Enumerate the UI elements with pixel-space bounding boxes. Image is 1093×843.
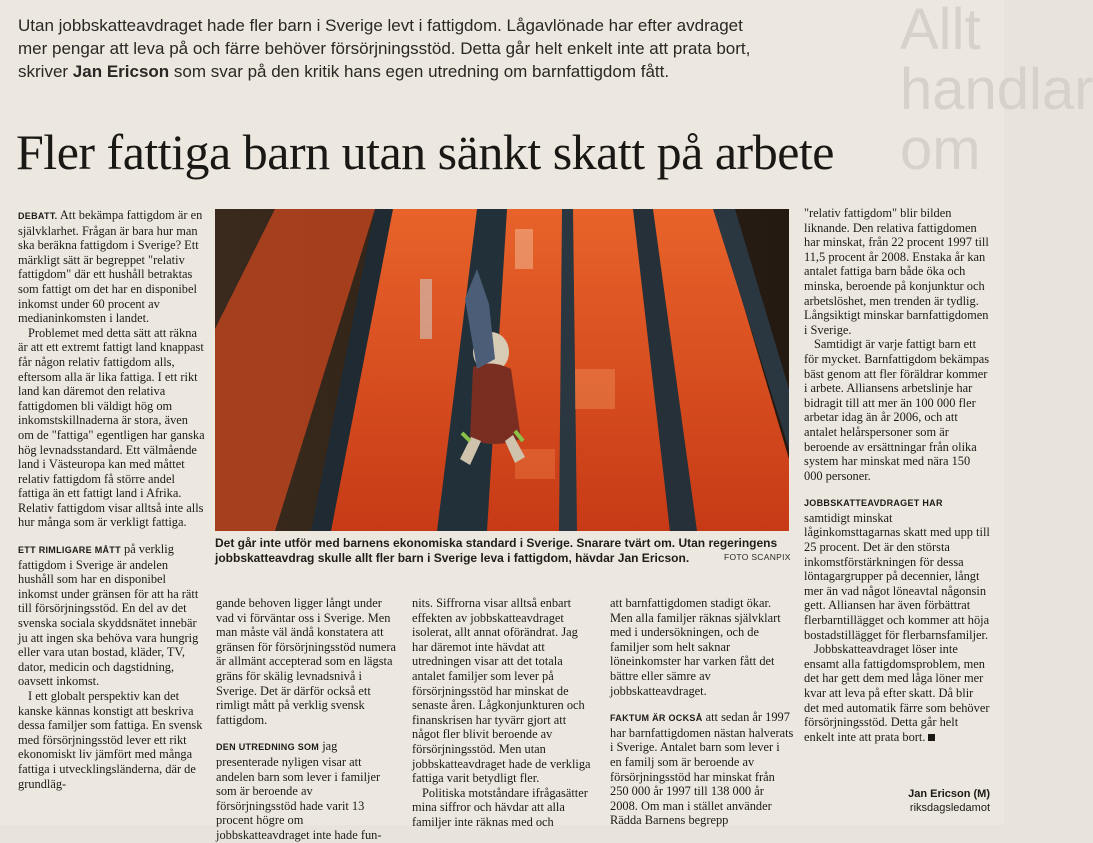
kicker: ETT RIMLIGARE MÅTT [18,545,121,556]
author-name: Jan Ericson [72,62,170,81]
intro-line-3: skriver Jan Ericson som svar på den kritik hans egen utredning om barnfattigdom fått. [18,62,670,81]
signature [860,787,990,815]
intro-line-1: Utan jobbskatteavdraget hade fler barn i Sverige levt i fattigdom. Lågavlönade har efter avdraget [18,16,743,35]
column-5 [804,206,990,744]
paragraph: Politiska motståndare ifrågasätter mina siffror och hävdar att alla familjer inte räknas med och [412,785,588,829]
column-3 [412,596,594,830]
end-mark-icon [928,734,935,741]
paragraph: DEBATT. Att bekämpa fattigdom är en självklarhet. Frågan är bara hur man ska beräkna fattigdom i Sverige? Ett märkligt sätt är begreppet "relativ fattigdom" där ett hushåll betraktas som fattigt om det har en disponibel inkomst under 60 procent av medianinkomsten i landet. [18,208,203,326]
paragraph: nits. Siffrorna visar alltså enbart effekten av jobbskatteavdraget isolerat, allt annat oförändrat. Jag har däremot inte hävdat att utredningen visar att det totala antalet familjer som lever på försörjningsstöd har minskat de senaste åren. Lågkonjunkturen och finanskrisen har tyvärr gjort att något fler blivit beroende av försörjningsstöd. Men utan jobbskatteavdraget hade de verkliga fattiga varit betydligt fler. [412,596,591,786]
paragraph: DEN UTREDNING SOM jag presenterade nyligen visar att andelen barn som lever i familjer som är beroende av försörjningsstöd hade varit 13 procent högre om jobbskatteavdraget inte hade fun- [216,739,382,842]
column-4 [610,596,794,828]
article-photo [215,209,789,531]
column-2 [216,596,396,843]
kicker: JOBBSKATTEAVDRAGET HAR [804,498,943,509]
paragraph: ETT RIMLIGARE MÅTT på verklig fattigdom i Sverige är andelen hushåll som har en disponibel inkomst under gränsen för att ha rätt till försörjningsstöd. En del av det svenska sociala skyddsnätet innebär ju att ingen ska behöva vara hungrig eller vara utan bostad, kläder, TV, dator, medicin och dagstidning, oavsett inkomst. [18,542,199,689]
paragraph: Samtidigt är varje fattigt barn ett för mycket. Barnfattigdom bekämpas bäst genom att fler föräldrar kommer i arbete. Alliansens arbetslinje har bidragit till att mer än 100 000 fler arbetar idag än år 2006, och att antalet helårspersoner som är beroende av ersättningar från olika system har minskat med nära 150 000 personer. [804,337,990,483]
paragraph: Jobbskatteavdraget löser inte ensamt alla fattigdomsproblem, men det har gett dem med låga löner mer kvar att leva på efter skatt. Då blir det med automatik färre som behöver försörjningsstöd. Detta går helt enkelt inte att prata bort. [804,642,990,744]
paragraph: "relativ fattigdom" blir bilden liknande. Den relativa fattigdomen har minskat, från 22 procent 1997 till 11,5 procent år 2008. Enstaka år kan antalet fattiga barn både öka och minska, beroende på konjunktur och arbetslöshet, men trenden är tydlig. Långsiktigt minskar barnfattigdomen i Sverige. [804,206,989,337]
photo-credit: FOTO SCANPIX [724,552,791,562]
paragraph: FAKTUM ÄR OCKSÅ att sedan år 1997 har barnfattigdomen nästan halverats i Sverige. Antalet barn som lever i en familj som är beroende av försörjningsstöd har minskat från 250 000 år 1997 till 138 000 år 2008. Om man i stället använder Rädda Barnens begrepp [610,710,794,828]
column-1 [18,208,206,791]
kicker: FAKTUM ÄR OCKSÅ [610,713,703,724]
paragraph: I ett globalt perspektiv kan det kanske kännas konstigt att beskriva dessa familjer som fattiga. En svensk med försörjningsstöd lever ett rikt ekonomiskt liv jämfört med många fattiga i utvecklingsländerna, där de grundläg- [18,689,203,791]
background-bleed-text: Allt handlar om [900,0,1093,182]
paragraph: att barnfattigdomen stadigt ökar. Men alla familjer räknas självklart med i undersökningen, och de familjer som helt saknar löneinkomster har varken fått det bättre eller sämre av jobbskatteavdraget. [610,596,781,698]
paragraph: gande behoven ligger långt under vad vi förväntar oss i Sverige. Men man måste väl ändå konstatera att gränsen för försörjningsstöd numera är allmänt accepterad som en lägsta gräns för skälig levnadsnivå i Sverige. Det är därför också ett rimligt mått på verklig svensk fattigdom. [216,596,396,727]
article-intro [18,14,788,83]
signature-name: Jan Ericson (M) [908,788,990,800]
photo-caption: Det går inte utför med barnens ekonomiska standard i Sverige. Snarare tvärt om. Utan regeringens jobbskatteavdrag skulle allt fler barn i Sverige leva i fattigdom, hävdar Jan Ericson. [215,536,778,565]
headline: Fler fattiga barn utan sänkt skatt på arbete [16,124,834,180]
kicker: DEBATT. [18,211,58,221]
paragraph: JOBBSKATTEAVDRAGET HAR samtidigt minskat låginkomsttagarnas skatt med upp till 25 procent. Det är den största inkomstförstärkningen för dessa löntagargrupper på decennier, långt mer än vad något löneavtal någonsin gett. Alliansen har även förbättrat flerbarntillägget och kommer att höja bostadstillägget för flerbarnsfamiljer. [804,498,990,642]
paragraph: Problemet med detta sätt att räkna är att ett extremt fattigt land knappast får någon relativ fattigdom alls, eftersom alla är lika fattiga. I ett rikt land kan däremot den relativa fattigdomen bli väldigt hög om inkomstskillnaderna är stora, även om de "fattiga" egentligen har ganska hög levnadsstandard. Ett välmående land i Västeuropa kan med måttet relativ fattigdom få större andel fattiga än ett fattigt land i Afrika. Relativ fattigdom visar alltså inte alls hur många som är verkligt fattiga. [18,325,205,530]
slide-photo-illustration [215,209,789,531]
kicker: DEN UTREDNING SOM [216,742,320,753]
intro-line-2: mer pengar att leva på och färre behöver försörjningsstöd. Detta går helt enkelt inte att prata bort, [18,39,751,58]
signature-title: riksdagsledamot [909,802,990,814]
